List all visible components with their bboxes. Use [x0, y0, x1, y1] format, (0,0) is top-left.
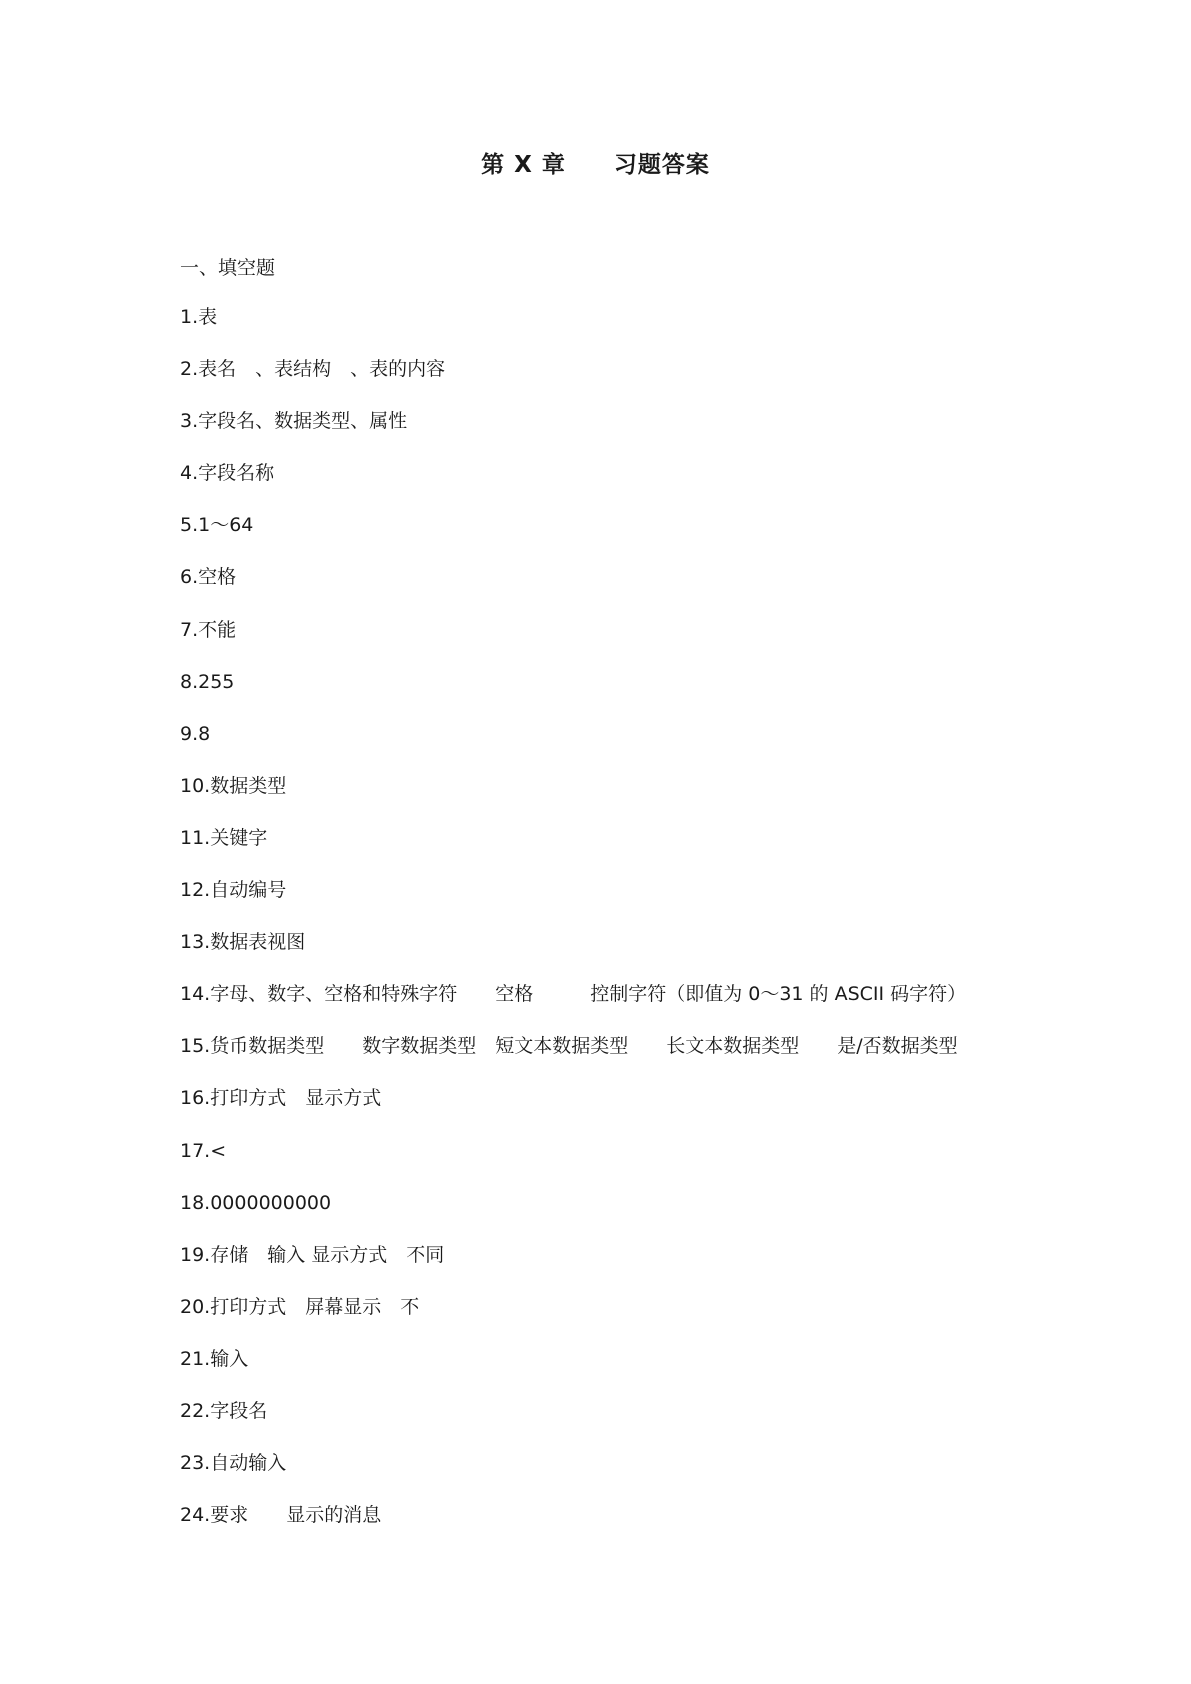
- answer-item: 11.关键字: [180, 826, 268, 849]
- answer-item: 22.字段名: [180, 1399, 268, 1422]
- answer-item: 13.数据表视图: [180, 931, 306, 954]
- answer-item: 9.8: [180, 722, 211, 745]
- section-heading: 一、填空题: [180, 257, 276, 279]
- answer-item: 4.字段名称: [180, 462, 275, 485]
- answer-item: 14.字母、数字、空格和特殊字符 空格 控制字符（即值为 0～31 的 ASCII 码字符）: [180, 983, 967, 1006]
- answer-item: 23.自动输入: [180, 1452, 287, 1475]
- answer-item: 3.字段名、数据类型、属性: [180, 410, 408, 433]
- answer-list: [180, 305, 966, 1555]
- answer-item: 17.<: [180, 1139, 227, 1162]
- answer-item: 20.打印方式 屏幕显示 不: [180, 1295, 420, 1318]
- answer-item: 1.表: [180, 306, 218, 328]
- page-title: 第 X 章 习题答案: [481, 152, 710, 178]
- answer-item: 12.自动编号: [180, 879, 287, 902]
- answer-item: 19.存储 输入 显示方式 不同: [180, 1243, 445, 1266]
- answer-item: 5.1～64: [180, 514, 254, 537]
- answer-item: 15.货币数据类型 数字数据类型 短文本数据类型 长文本数据类型 是/否数据类型: [180, 1035, 958, 1058]
- answer-item: 21.输入: [180, 1347, 249, 1370]
- answer-item: 2.表名 、表结构 、表的内容: [180, 358, 446, 381]
- answer-item: 7.不能: [180, 618, 237, 641]
- answer-item: 6.空格: [180, 566, 237, 589]
- answer-item: 10.数据类型: [180, 774, 287, 797]
- answer-item: 24.要求 显示的消息: [180, 1504, 382, 1527]
- answer-item: 16.打印方式 显示方式: [180, 1087, 382, 1110]
- answer-item: 18.0000000000: [180, 1191, 332, 1214]
- answer-item: 8.255: [180, 670, 235, 693]
